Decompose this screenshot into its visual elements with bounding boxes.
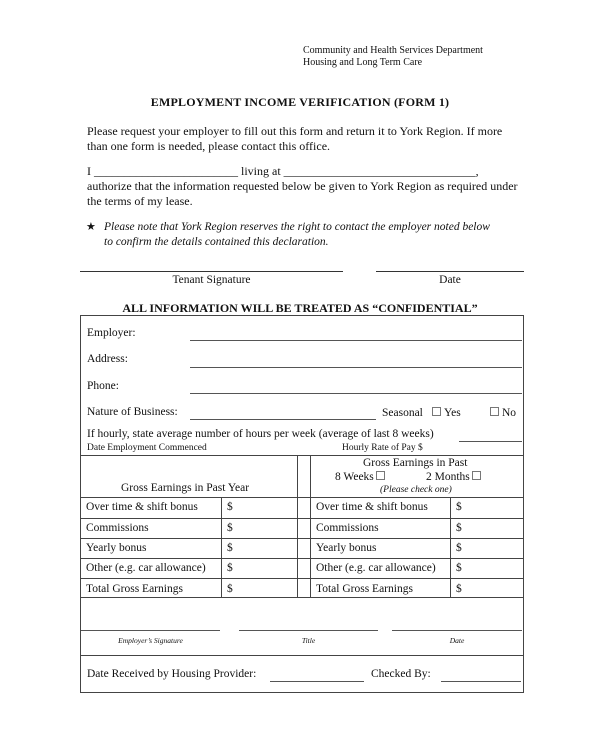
hourly-rate-label: Hourly Rate of Pay $ xyxy=(342,443,423,453)
date-received-field[interactable] xyxy=(270,681,364,682)
row-border-0 xyxy=(80,497,523,498)
confidential-heading: ALL INFORMATION WILL BE TREATED AS “CONFIDENTIAL” xyxy=(122,301,478,315)
left-row-currency[interactable]: $ xyxy=(227,562,233,574)
table-right-divider xyxy=(310,455,311,597)
left-row-currency[interactable]: $ xyxy=(227,583,233,595)
date-commenced-label: Date Employment Commenced xyxy=(87,443,207,453)
table-bottom-border xyxy=(80,597,523,598)
hourly-field[interactable] xyxy=(459,441,522,442)
left-row-currency[interactable]: $ xyxy=(227,522,233,534)
checked-by-label: Checked By: xyxy=(371,668,431,680)
right-row-currency[interactable]: $ xyxy=(456,562,462,574)
right-row-label: Over time & shift bonus xyxy=(316,501,428,513)
seasonal-yes-option[interactable] xyxy=(430,407,461,419)
right-currency-divider xyxy=(450,497,451,597)
footer-border xyxy=(80,655,523,656)
date-received-label: Date Received by Housing Provider: xyxy=(87,668,257,680)
nature-field[interactable] xyxy=(190,419,376,420)
intro-line-2: than one form is needed, please contact this office. xyxy=(87,139,331,153)
right-row-currency[interactable]: $ xyxy=(456,583,462,595)
employer-label: Employer: xyxy=(87,327,136,339)
left-row-label: Commissions xyxy=(86,522,149,534)
nature-label: Nature of Business: xyxy=(87,406,178,418)
right-row-currency[interactable]: $ xyxy=(456,542,462,554)
employer-field[interactable] xyxy=(190,340,522,341)
yes-label: Yes xyxy=(444,407,461,419)
yes-checkbox[interactable] xyxy=(432,407,441,416)
employer-date-label: Date xyxy=(449,636,465,645)
right-row-currency[interactable]: $ xyxy=(456,501,462,513)
date-signature-label: Date xyxy=(439,274,461,286)
authorization-line-2: authorize that the information requested below be given to York Region as required under xyxy=(87,179,518,193)
authorization-line-3: the terms of my lease. xyxy=(87,194,193,208)
address-label: Address: xyxy=(87,353,128,365)
tenant-signature-label: Tenant Signature xyxy=(172,274,251,286)
row-border xyxy=(80,558,523,559)
phone-label: Phone: xyxy=(87,380,119,392)
right-row-label: Total Gross Earnings xyxy=(316,583,413,595)
no-checkbox[interactable] xyxy=(490,407,499,416)
eight-weeks-option[interactable] xyxy=(335,471,388,483)
employer-signature-line[interactable] xyxy=(81,630,220,631)
row-border xyxy=(80,538,523,539)
left-row-currency[interactable]: $ xyxy=(227,501,233,513)
right-row-currency[interactable]: $ xyxy=(456,522,462,534)
title-signature-line[interactable] xyxy=(239,630,378,631)
form-title: EMPLOYMENT INCOME VERIFICATION (FORM 1) xyxy=(150,95,450,109)
table-top-border xyxy=(80,455,523,456)
left-row-label: Yearly bonus xyxy=(86,542,147,554)
two-months-option[interactable] xyxy=(426,471,484,483)
left-row-label: Other (e.g. car allowance) xyxy=(86,562,206,574)
phone-field[interactable] xyxy=(190,393,522,394)
division-name: Housing and Long Term Care xyxy=(303,57,423,68)
authorization-line-1[interactable]: I ________________________ living at ________________________________, xyxy=(87,164,479,178)
address-field[interactable] xyxy=(190,367,522,368)
right-row-label: Other (e.g. car allowance) xyxy=(316,562,436,574)
title-signature-label: Title xyxy=(301,636,316,645)
check-one-note: (Please check one) xyxy=(380,485,452,495)
eight-weeks-checkbox[interactable] xyxy=(376,471,385,480)
department-name: Community and Health Services Department xyxy=(303,45,483,56)
hourly-label: If hourly, state average number of hours per week (average of last 8 weeks) xyxy=(87,428,434,440)
right-row-label: Yearly bonus xyxy=(316,542,377,554)
note-line-1: Please note that York Region reserves the right to contact the employer noted below xyxy=(104,221,490,233)
left-row-label: Total Gross Earnings xyxy=(86,583,183,595)
right-row-label: Commissions xyxy=(316,522,379,534)
left-currency-divider xyxy=(221,497,222,597)
intro-line-1: Please request your employer to fill out this form and return it to York Region. If more xyxy=(87,124,503,138)
employer-signature-label: Employer’s Signature xyxy=(118,636,183,645)
checked-by-field[interactable] xyxy=(441,681,521,682)
gross-past-header: Gross Earnings in Past xyxy=(363,457,468,469)
employer-date-line[interactable] xyxy=(392,630,522,631)
date-signature-line[interactable] xyxy=(376,271,524,272)
no-label: No xyxy=(502,407,517,419)
seasonal-no-option[interactable] xyxy=(488,407,516,419)
table-left-divider xyxy=(297,455,298,597)
gross-past-year-header: Gross Earnings in Past Year xyxy=(121,482,250,494)
star-bullet-icon: ★ xyxy=(86,221,96,233)
note-line-2: to confirm the details contained this declaration. xyxy=(104,236,329,248)
left-row-currency[interactable]: $ xyxy=(227,542,233,554)
row-border xyxy=(80,578,523,579)
left-row-label: Over time & shift bonus xyxy=(86,501,198,513)
two-months-label: 2 Months xyxy=(426,471,470,483)
row-border xyxy=(80,518,523,519)
seasonal-label: Seasonal xyxy=(382,407,423,419)
tenant-signature-line[interactable] xyxy=(80,271,343,272)
two-months-checkbox[interactable] xyxy=(472,471,481,480)
eight-weeks-label: 8 Weeks xyxy=(335,471,374,483)
